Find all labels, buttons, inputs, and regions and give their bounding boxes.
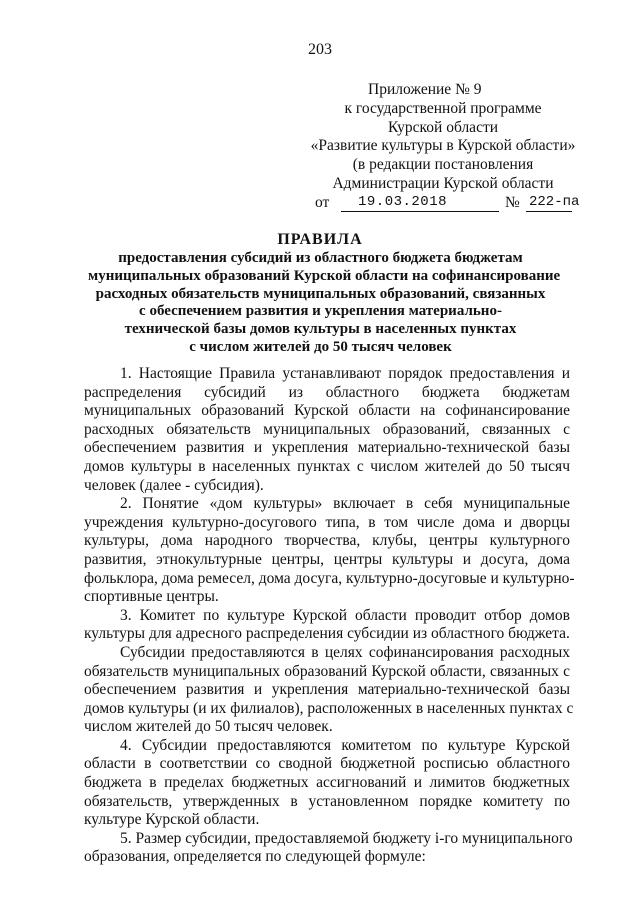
appendix-line: (в редакции постановления — [352, 156, 534, 174]
text-line: обязательств, утвержденных в установленном порядке комитету по — [84, 792, 570, 810]
appendix-line: «Развитие культуры в Курской области» — [310, 137, 576, 155]
date-prefix: от — [315, 193, 330, 211]
text-line: 1. Настоящие Правила устанавливают порядок предоставления и — [120, 365, 570, 382]
text-line: числом жителей до 50 тысяч человек. — [84, 718, 333, 736]
appendix-line: Приложение № 9 — [368, 81, 482, 98]
text-line: развития, этнокультурные центры, центры культуры и досуга, дома — [84, 550, 570, 568]
text-line: расходных обязательств муниципальных образований, связанных с — [84, 420, 570, 438]
text-line: спортивные центры. — [84, 588, 219, 606]
text-line: бюджета в пределах бюджетных ассигнований и лимитов бюджетных — [84, 774, 570, 792]
text-line: культуры, дома народного творчества, клубы, центры культурного — [84, 532, 570, 550]
resolution-date: 19.03.2018 — [358, 193, 448, 210]
appendix-header — [298, 81, 588, 213]
paragraph-2 — [84, 495, 575, 607]
paragraph-3 — [84, 607, 570, 644]
appendix-line: к государственной программе — [344, 99, 542, 117]
text-line: фольклора, дома ремесел, дома досуга, культурно-досуговые и культурно- — [84, 569, 575, 587]
text-line: культуры для адресного распределения субсидии из областного бюджета. — [84, 625, 570, 643]
text-line: 5. Размер субсидии, предоставляемой бюджету i-го муниципального — [120, 829, 573, 847]
paragraph-4 — [84, 737, 570, 830]
text-line: человек (далее - субсидия). — [84, 476, 264, 494]
document-subtitle — [88, 250, 561, 357]
subtitle-line: муниципальных образований Курской области на софинансирование — [88, 267, 561, 284]
subtitle-line: расходных обязательств муниципальных образований, связанных — [95, 285, 546, 302]
text-line: 2. Понятие «дом культуры» включает в себя муниципальные — [120, 495, 570, 513]
document-body — [84, 365, 575, 867]
appendix-line: Курской области — [387, 118, 499, 136]
text-line: обеспечением развития и укрепления материально-технической базы — [84, 681, 570, 699]
subtitle-line: технической базы домов культуры в населенных пунктах — [124, 321, 517, 338]
appendix-line: Администрации Курской области — [332, 174, 554, 192]
resolution-date-line — [298, 194, 588, 213]
page-number: 203 — [308, 41, 332, 58]
paragraph-1 — [84, 365, 570, 495]
subtitle-line: с обеспечением развития и укрепления материально- — [139, 303, 502, 320]
text-line: области в соответствии со сводной бюджетной росписью областного — [84, 755, 570, 773]
text-line: 3. Комитет по культуре Курской области проводит отбор домов — [120, 606, 570, 624]
text-line: образования, определяется по следующей формуле: — [84, 848, 426, 866]
text-line: культуре Курской области. — [84, 811, 260, 829]
resolution-number: 222-па — [529, 193, 580, 210]
text-line: муниципальных образований Курской области на софинансирование — [84, 402, 570, 420]
subtitle-line: предоставления субсидий из областного бюджета бюджетам — [118, 250, 523, 266]
document-title: ПРАВИЛА — [277, 231, 363, 248]
text-line: Субсидии предоставляются в целях софинансирования расходных — [120, 643, 570, 661]
text-line: учреждения культурно-досугового типа, в том числе дома и дворцы — [84, 513, 570, 531]
text-line: домов культуры в населенных пунктах с числом жителей до 50 тысяч — [84, 457, 570, 475]
text-line: 4. Субсидии предоставляются комитетом по культуре Курской — [120, 736, 570, 754]
text-line: обязательств муниципальных образований Курской области, связанных с — [84, 662, 570, 680]
paragraph-5 — [84, 829, 573, 867]
text-line: обеспечением развития и укрепления материально-технической базы — [84, 439, 570, 457]
subtitle-line: с числом жителей до 50 тысяч человек — [189, 338, 452, 355]
paragraph-3-subsidy-purpose — [84, 643, 574, 737]
text-line: домов культуры (и их филиалов), расположенных в населенных пунктах с — [84, 699, 574, 717]
number-prefix: № — [505, 193, 520, 211]
text-line: распределения субсидий из областного бюджета бюджетам — [84, 383, 570, 401]
